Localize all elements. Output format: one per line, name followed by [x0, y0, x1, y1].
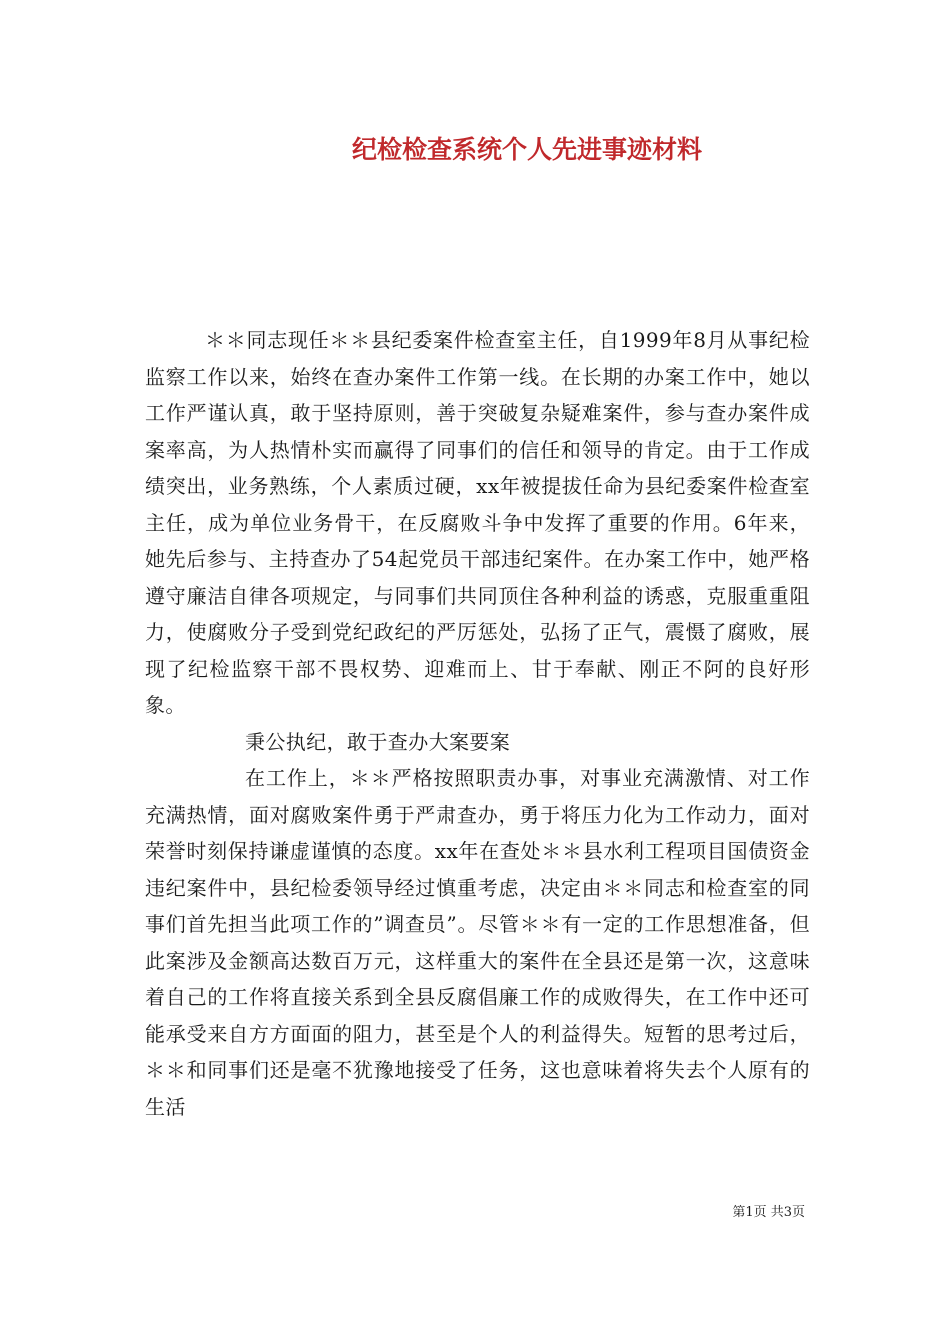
paragraph-work: 在工作上，＊＊严格按照职责办事，对事业充满激情、对工作充满热情，面对腐败案件勇于严肃查办，勇于将压力化为工作动力，面对荣誉时刻保持谦虚谨慎的态度。xx年在查处＊＊县水利工程项目国债资金违纪案件中，县纪检委领导经过慎重考虑，决定由＊＊同志和检查室的同事们首先担当此项工作的”调查员”。尽管＊＊有一定的工作思想准备，但此案涉及金额高达数百万元，这样重大的案件在全县还是第一次，这意味着自己的工作将直接关系到全县反腐倡廉工作的成败得失，在工作中还可能承受来自方方面面的阻力，甚至是个人的利益得失。短暂的思考过后，＊＊和同事们还是毫不犹豫地接受了任务，这也意味着将失去个人原有的生活	[145, 766, 810, 1119]
document-title: 纪检检查系统个人先进事迹材料	[351, 135, 702, 164]
document-body	[145, 322, 810, 1125]
section-heading: 秉公执纪，敢于查办大案要案	[245, 729, 511, 754]
paragraph-intro: ＊＊同志现任＊＊县纪委案件检查室主任，自1999年8月从事纪检监察工作以来，始终在查办案件工作第一线。在长期的办案工作中，她以工作严谨认真，敢于坚持原则，善于突破复杂疑难案件，参与查办案件成案率高，为人热情朴实而赢得了同事们的信任和领导的肯定。由于工作成绩突出，业务熟练，个人素质过硬，xx年被提拔任命为县纪委案件检查室主任，成为单位业务骨干，在反腐败斗争中发挥了重要的作用。6年来，她先后参与、主持查办了54起党员干部违纪案件。在办案工作中，她严格遵守廉洁自律各项规定，与同事们共同顶住各种利益的诱惑，克服重重阻力，使腐败分子受到党纪政纪的严厉惩处，弘扬了正气，震慑了腐败，展现了纪检监察干部不畏权势、迎难而上、甘于奉献、刚正不阿的良好形象。	[145, 328, 810, 717]
page-number: 第1页 共3页	[732, 1205, 805, 1220]
